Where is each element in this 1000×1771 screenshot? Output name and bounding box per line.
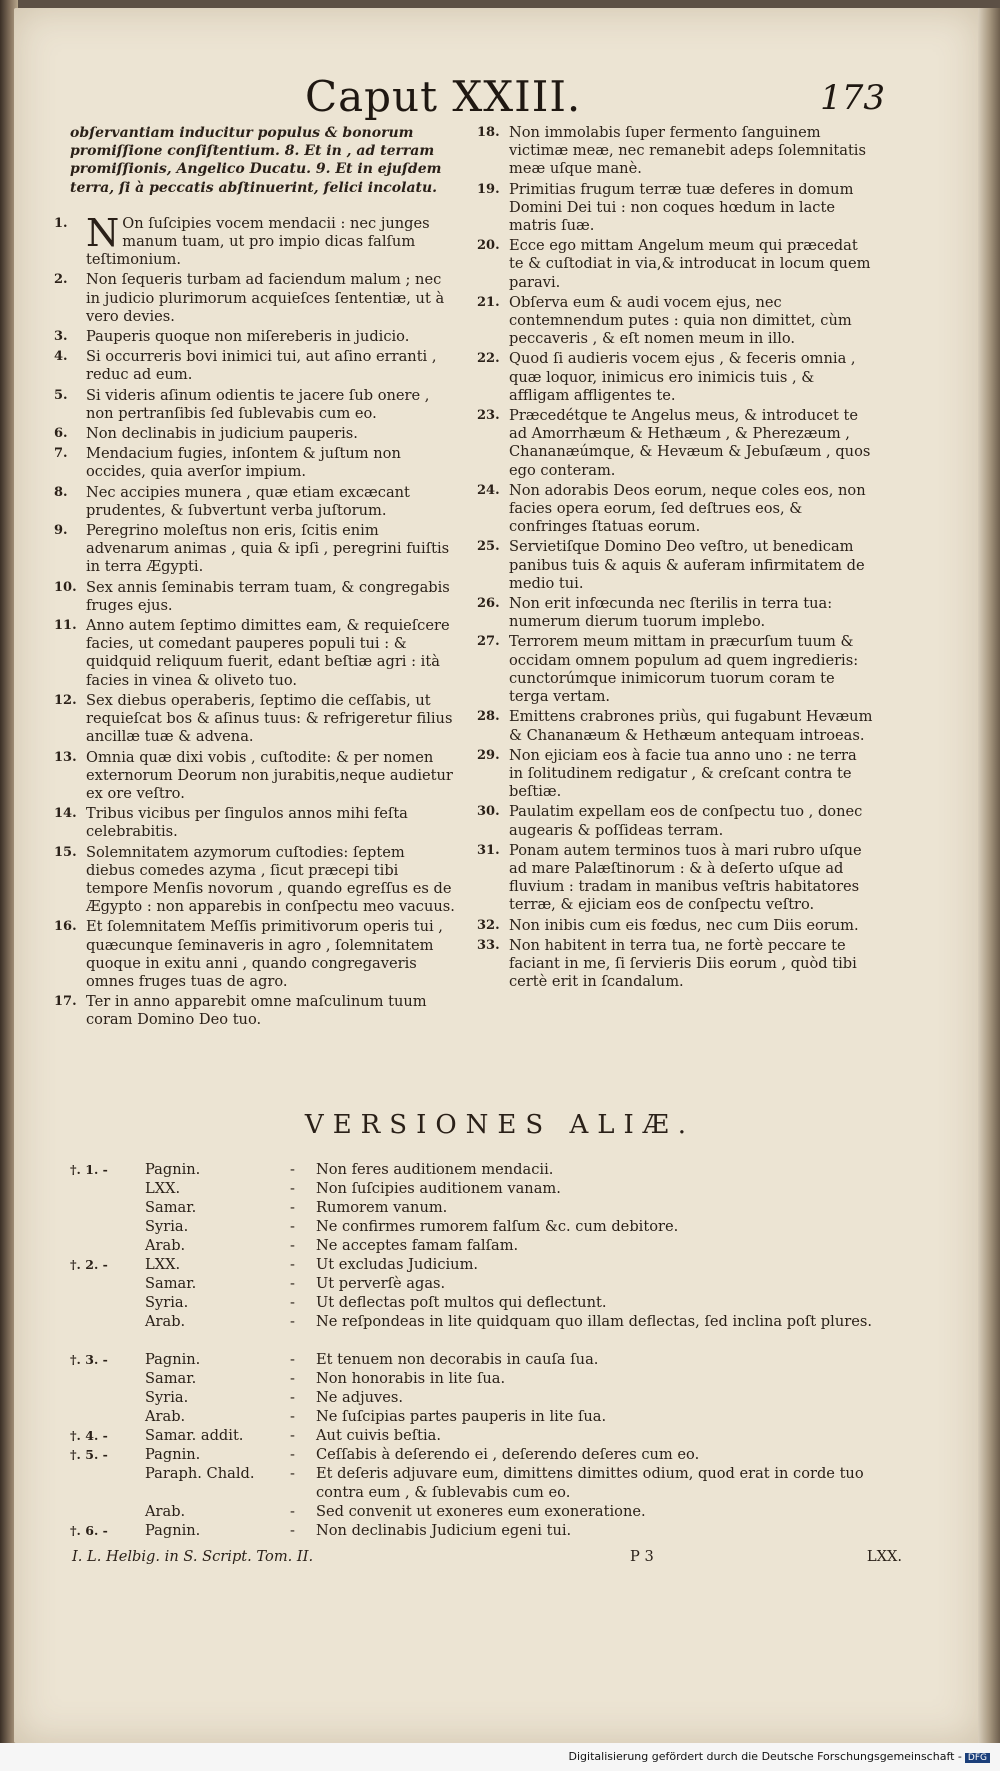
footer-signature: I. L. Helbig. in S. Script. Tom. II.: [72, 1548, 314, 1565]
verse-text: Non declinabis in judicium pauperis.: [86, 425, 358, 443]
dash-separator: -: [290, 1275, 295, 1292]
verse-text: Et ſolemnitatem Meſſis primitivorum operis tui , quæcunque ſeminaveris in agro , ſolemnitatem quoque in exitu anni , quando congregaveris omnes fruges tuas de agro.: [86, 918, 443, 990]
verse: [52, 484, 457, 520]
version-text: Ceſſabis à deſerendo ei , deſerendo deſeres cum eo.: [316, 1446, 700, 1463]
verse: [475, 538, 875, 593]
verse-number: 2.: [54, 272, 68, 288]
version-text: Ne reſpondeas in lite quidquam quo illam deflectas, ſed inclina poſt plures.: [316, 1313, 872, 1330]
version-row: [70, 1217, 890, 1236]
chapter-summary: obſervantiam inducitur populus & bonorum promiſſione conſiſtentium. 8. Et in , ad terram promiſſionis, Angelico Ducatu. 9. Et in ejuſdem terra, ſi à peccatis abſtinuerint, felici incolatu.: [70, 125, 442, 196]
verse-number: 27.: [477, 634, 500, 650]
verse: [475, 237, 875, 292]
version-text: Non feres auditionem mendacii.: [316, 1161, 554, 1178]
running-head: [40, 72, 940, 132]
right-verse-list: [475, 124, 875, 991]
page-footer: [72, 1548, 902, 1570]
verse-text: Ponam autem terminos tuos à mari rubro uſque ad mare Palæſtinorum : & à deſerto uſque ad fluvium : tradam in manibus veſtris habitatores terræ, & ejiciam eos de conſpectu veſtro.: [509, 841, 862, 914]
dash-separator: -: [290, 1503, 295, 1520]
dash-separator: -: [290, 1408, 295, 1425]
verse: [475, 633, 875, 706]
verse-number: 26.: [477, 596, 500, 612]
verse: [52, 210, 457, 270]
verse-text: Peregrino moleſtus non eris, ſcitis enim advenarum animas , quia & ipſi , peregrini fuiſtis in terra Ægypti.: [86, 522, 450, 576]
verse: [475, 803, 875, 839]
version-row: [70, 1198, 890, 1217]
version-verse-ref: [70, 1198, 145, 1217]
verse: [475, 937, 875, 992]
version-text: Aut cuivis beſtia.: [316, 1427, 441, 1444]
verse: [475, 181, 875, 236]
verse: [52, 328, 457, 346]
verse-number: 13.: [54, 749, 77, 765]
verse-number: 1.: [54, 215, 68, 231]
version-source: Syria.: [145, 1389, 189, 1406]
version-text: Ne ſuſcipias partes pauperis in lite ſua.: [316, 1408, 607, 1425]
version-text: Ut excludas Judicium.: [316, 1256, 479, 1273]
verse-text: On ſuſcipies vocem mendacii : nec junges manum tuam, ut pro impio dicas falſum teſtimonium.: [86, 214, 430, 269]
verse-number: 28.: [477, 709, 500, 725]
version-source: Syria.: [145, 1218, 189, 1235]
verse-text: Nec accipies munera , quæ etiam excæcant prudentes, & ſubvertunt verba juſtorum.: [86, 483, 410, 519]
verse: [52, 445, 457, 481]
version-row: [70, 1312, 890, 1350]
verse-number: 19.: [477, 181, 500, 197]
dash-separator: -: [290, 1313, 295, 1330]
version-source: Arab.: [145, 1313, 186, 1330]
catchword: LXX.: [866, 1548, 902, 1565]
verse-number: 12.: [54, 692, 77, 708]
verse-text: Præcedétque te Angelus meus, & introducet te ad Amorrhæum & Hethæum , & Pherezæum , Chananæúmque, & Hevæum & Jebuſæum , quos ego conteram.: [509, 407, 871, 479]
version-source: Samar.: [145, 1275, 197, 1292]
verse: [52, 918, 457, 991]
version-verse-ref: [70, 1464, 145, 1502]
verse-text: Quod ſi audieris vocem ejus , & feceris omnia , quæ loquor, inimicus ero inimicis tuis , & affligam affligentes te.: [509, 350, 856, 404]
verse-number: 17.: [54, 994, 77, 1010]
verse-number: 9.: [54, 523, 68, 539]
verse-text: Obſerva eum & audi vocem ejus, nec contemnendum putes : quia non dimittet, cùm peccaveris , & eſt nomen meum in illo.: [509, 293, 852, 348]
version-source: Pagnin.: [145, 1446, 201, 1463]
sheet-mark: P 3: [630, 1548, 654, 1565]
drop-capital: N: [86, 210, 120, 255]
verse-number: 22.: [477, 351, 500, 367]
verse-text: Non ejiciam eos à facie tua anno uno : ne terra in ſolitudinem redigatur , & creſcant contra te beſtiæ.: [509, 746, 857, 801]
verse-text: Ter in anno apparebit omne maſculinum tuum coram Domino Deo tuo.: [86, 993, 427, 1029]
verse-number: 20.: [477, 238, 500, 254]
version-verse-ref: †. 4. -: [70, 1428, 108, 1443]
version-source: Pagnin.: [145, 1522, 201, 1539]
verse-text: Primitias frugum terræ tuæ deferes in domum Domini Dei tui : non coques hœdum in lacte matris ſuæ.: [509, 180, 854, 235]
verse-number: 33.: [477, 937, 500, 953]
dash-separator: -: [290, 1351, 295, 1368]
version-text: Non honorabis in lite ſua.: [316, 1370, 506, 1387]
version-source: Arab.: [145, 1503, 186, 1520]
verse-number: 16.: [54, 919, 77, 935]
verse-number: 23.: [477, 408, 500, 424]
version-source: Samar.: [145, 1199, 197, 1216]
version-text: Ne confirmes rumorem falſum &c. cum debitore.: [316, 1218, 679, 1235]
version-source: Pagnin.: [145, 1161, 201, 1178]
version-row: [70, 1407, 890, 1426]
verse-number: 3.: [54, 329, 68, 345]
verse-text: Non inibis cum eis fœdus, nec cum Diis eorum.: [509, 916, 859, 934]
version-row: [70, 1426, 890, 1445]
version-text: Ne adjuves.: [316, 1389, 404, 1406]
dash-separator: -: [290, 1427, 295, 1444]
version-text: Sed convenit ut exoneres eum exoneratione.: [316, 1503, 646, 1520]
verse-number: 8.: [54, 484, 68, 500]
right-column: [475, 124, 875, 993]
verse-text: Paulatim expellam eos de conſpectu tuo , donec augearis & poſſideas terram.: [509, 803, 863, 839]
verse-number: 11.: [54, 618, 77, 634]
verse: [52, 425, 457, 443]
dash-separator: -: [290, 1237, 295, 1254]
verse-text: Non habitent in terra tua, ne fortè peccare te faciant in me, ſi ſervieris Diis eorum , quòd tibi certè erit in ſcandalum.: [509, 936, 857, 991]
verse-number: 30.: [477, 804, 500, 820]
version-verse-ref: [70, 1236, 145, 1255]
page-fore-edge: [978, 8, 1000, 1743]
version-row: [70, 1445, 890, 1464]
verse-number: 7.: [54, 446, 68, 462]
left-column: [52, 124, 457, 1032]
verse: [52, 579, 457, 615]
version-row: [70, 1369, 890, 1388]
version-source: LXX.: [145, 1256, 181, 1273]
version-source: Pagnin.: [145, 1351, 201, 1368]
verse-text: Pauperis quoque non miſereberis in judicio.: [86, 328, 410, 346]
verse-text: Non erit infœcunda nec ſterilis in terra tua: numerum dierum tuorum implebo.: [509, 595, 833, 631]
version-text: Non ſuſcipies auditionem vanam.: [316, 1180, 561, 1197]
verse: [52, 617, 457, 690]
verse-text: Emittens crabrones priùs, qui fugabunt Hevæum & Chananæum & Hethæum antequam introeas.: [509, 708, 873, 744]
dash-separator: -: [290, 1522, 295, 1539]
version-row: [70, 1236, 890, 1255]
verse-number: 14.: [54, 806, 77, 822]
verse-number: 6.: [54, 426, 68, 442]
verse: [52, 993, 457, 1029]
dash-separator: -: [290, 1161, 295, 1178]
version-source: Syria.: [145, 1294, 189, 1311]
verse-text: Anno autem ſeptimo dimittes eam, & requieſcere facies, ut comedant pauperes populi tui : & quidquid reliquum fuerit, edant beſtiæ agri : ità facies in vinea & oliveto tuo.: [86, 617, 450, 689]
digitization-credit: [569, 1750, 990, 1763]
version-verse-ref: [70, 1274, 145, 1293]
verse-text: Solemnitatem azymorum cuſtodies: ſeptem diebus comedes azyma , ſicut præcepi tibi tempore Menſis novorum , quando egreſſus es de Ægypto : non apparebis in conſpectu meo vacuus.: [86, 843, 455, 916]
verse-number: 5.: [54, 387, 68, 403]
verse: [475, 350, 875, 405]
verse-text: Tribus vicibus per ſingulos annos mihi feſta celebrabitis.: [86, 805, 408, 841]
verse: [52, 348, 457, 384]
verse-number: 15.: [54, 844, 77, 860]
verse-text: Ecce ego mittam Angelum meum qui præcedat te & cuſtodiat in via,& introducat in locum quem paravi.: [509, 237, 871, 291]
version-text: Rumorem vanum.: [316, 1199, 448, 1216]
verse: [52, 844, 457, 917]
version-text: Ut perverſè agas.: [316, 1275, 446, 1292]
verse-text: Mendacium fugies, inſontem & juſtum non occides, quia averſor impium.: [86, 445, 401, 481]
verse-number: 4.: [54, 349, 68, 365]
verse-number: 29.: [477, 747, 500, 763]
version-row: [70, 1255, 890, 1274]
version-row: [70, 1521, 890, 1540]
verse: [52, 522, 457, 577]
version-verse-ref: [70, 1502, 145, 1521]
version-verse-ref: †. 1. -: [70, 1162, 108, 1177]
version-row: [70, 1293, 890, 1312]
verse-number: 10.: [54, 579, 77, 595]
version-source: LXX.: [145, 1180, 181, 1197]
verse-text: Sex annis ſeminabis terram tuam, & congregabis fruges ejus.: [86, 578, 450, 614]
verse: [52, 271, 457, 326]
verse: [475, 407, 875, 480]
version-row: [70, 1160, 890, 1179]
version-row: [70, 1274, 890, 1293]
dash-separator: -: [290, 1199, 295, 1216]
verse: [475, 842, 875, 915]
verse-text: Omnia quæ dixi vobis , cuſtodite: & per nomen externorum Deorum non jurabitis,neque audietur ex ore veſtro.: [86, 748, 453, 802]
dash-separator: -: [290, 1389, 295, 1406]
verse-text: Servietiſque Domino Deo veſtro, ut benedicam panibus tuis & aquis & auferam infirmitatem de medio tui.: [509, 538, 865, 592]
verse-number: 24.: [477, 482, 500, 498]
verse: [475, 917, 875, 935]
verse: [475, 747, 875, 802]
verse-text: Sex diebus operaberis, ſeptimo die ceſſabis, ut requieſcat bos & aſinus tuus: & refrigeretur filius ancillæ tuæ & advena.: [86, 691, 453, 746]
version-text: Ne acceptes famam falſam.: [316, 1237, 519, 1254]
version-text: Non declinabis Judicium egeni tui.: [316, 1522, 572, 1539]
credit-text: Digitalisierung gefördert durch die Deutsche Forschungsgemeinschaft -: [568, 1750, 962, 1763]
version-verse-ref: [70, 1407, 145, 1426]
verse: [475, 482, 875, 537]
verse-text: Non ſequeris turbam ad faciendum malum ; nec in judicio plurimorum acquieſces ſententiæ, ut à vero devies.: [86, 271, 445, 325]
verse-number: 18.: [477, 125, 500, 140]
version-verse-ref: †. 3. -: [70, 1352, 108, 1367]
version-verse-ref: [70, 1369, 145, 1388]
verse-text: Si videris aſinum odientis te jacere ſub onere , non pertranſibis ſed ſublevabis cum eo.: [86, 386, 430, 422]
version-row: [70, 1388, 890, 1407]
verse-number: 25.: [477, 539, 500, 555]
dash-separator: -: [290, 1218, 295, 1235]
verse-number: 21.: [477, 294, 500, 310]
version-verse-ref: [70, 1217, 145, 1236]
version-source: Samar.: [145, 1370, 197, 1387]
version-row: [70, 1350, 890, 1369]
version-text: Ut deflectas poſt multos qui deflectunt.: [316, 1294, 607, 1311]
version-verse-ref: [70, 1179, 145, 1198]
dfg-logo: DFG: [965, 1753, 990, 1763]
versions-heading: VERSIONES ALIÆ.: [304, 1110, 696, 1140]
verse: [52, 387, 457, 423]
verse-text: Non adorabis Deos eorum, neque coles eos, non facies opera eorum, ſed deſtrues eos, & confringes ſtatuas eorum.: [509, 481, 866, 536]
version-row: [70, 1179, 890, 1198]
verse-number: 32.: [477, 917, 500, 933]
version-verse-ref: [70, 1293, 145, 1312]
verse: [52, 805, 457, 841]
verse: [475, 595, 875, 631]
verse: [475, 708, 875, 744]
version-verse-ref: †. 5. -: [70, 1447, 108, 1462]
version-text: Et deſeris adjuvare eum, dimittens dimittes odium, quod erat in corde tuo contra eum , & ſublevabis cum eo.: [316, 1465, 864, 1501]
version-source: Arab.: [145, 1408, 186, 1425]
version-verse-ref: †. 6. -: [70, 1523, 108, 1538]
verse: [52, 692, 457, 747]
verse-text: Si occurreris bovi inimici tui, aut aſino erranti , reduc ad eum.: [86, 348, 437, 384]
version-verse-ref: †. 2. -: [70, 1257, 108, 1272]
dash-separator: -: [290, 1294, 295, 1311]
verse-text: Non immolabis ſuper fermento ſanguinem victimæ meæ, nec remanebit adeps ſolemnitatis meæ uſque manè.: [509, 124, 866, 178]
dash-separator: -: [290, 1370, 295, 1387]
verse: [475, 294, 875, 349]
version-source: Paraph. Chald.: [145, 1465, 255, 1482]
version-text: Et tenuem non decorabis in cauſa ſua.: [316, 1351, 599, 1368]
version-verse-ref: [70, 1388, 145, 1407]
version-verse-ref: [70, 1312, 145, 1350]
version-row: [70, 1502, 890, 1521]
verse: [52, 749, 457, 804]
dash-separator: -: [290, 1180, 295, 1197]
dash-separator: -: [290, 1446, 295, 1463]
versions-table: [70, 1160, 890, 1540]
verse-number: 31.: [477, 842, 500, 858]
dash-separator: -: [290, 1256, 295, 1273]
page-number: 173: [820, 78, 885, 118]
chapter-title: Caput XXIII.: [305, 72, 582, 121]
version-row: [70, 1464, 890, 1502]
verse-text: Terrorem meum mittam in præcurſum tuum & occidam omnem populum ad quem ingredieris: cunctorúmque inimicorum tuorum coram te terga vertam.: [509, 633, 859, 706]
dash-separator: -: [290, 1465, 295, 1482]
version-source: Arab.: [145, 1237, 186, 1254]
verse: [475, 124, 875, 179]
left-verse-list: [52, 210, 457, 1030]
version-source: Samar. addit.: [145, 1427, 244, 1444]
